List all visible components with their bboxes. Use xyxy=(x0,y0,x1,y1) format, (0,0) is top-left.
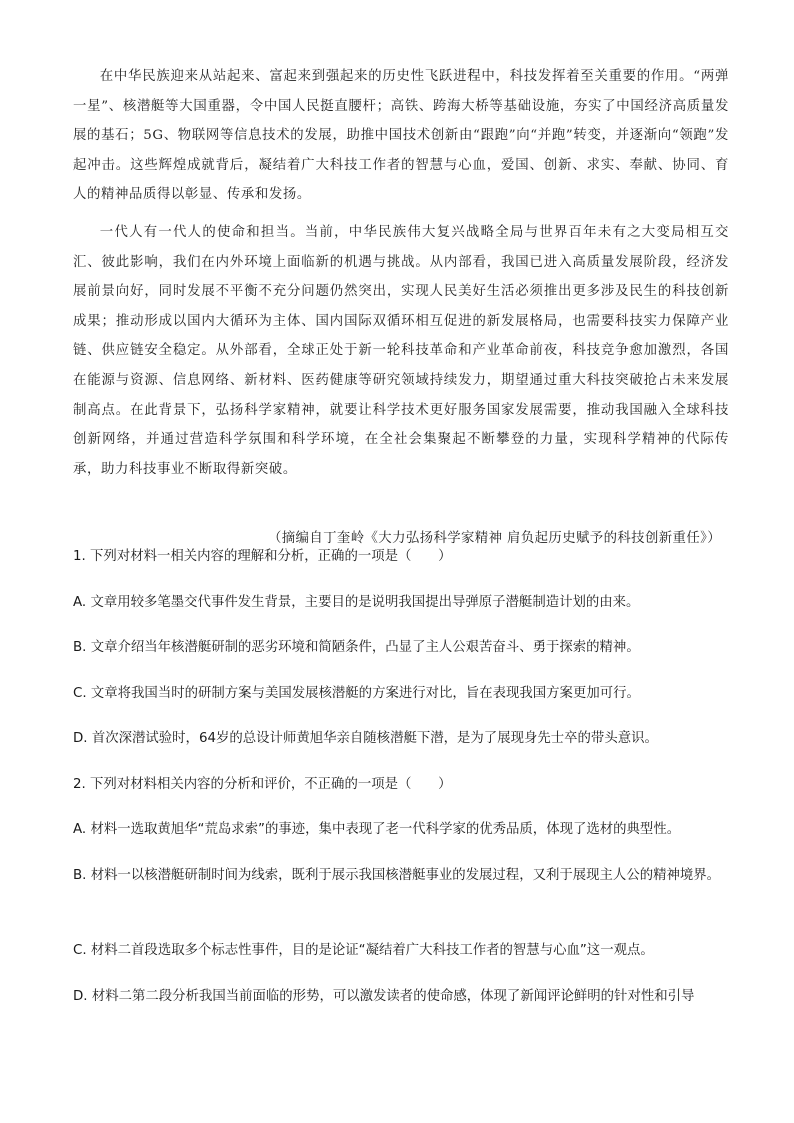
passage-source-citation: （摘编自丁奎岭《大力弘扬科学家精神 肩负起历史赋予的科技创新重任》） xyxy=(267,531,721,546)
passage-paragraph-2: 一代人有一代人的使命和担当。当前，中华民族伟大复兴战略全局与世界百年未有之大变局相互交汇、彼此影响，我们在内外环境上面临新的机遇与挑战。从内部看，我国已进入高质量发展阶段，经济发展前景向好，同时发展不平衡不充分问题仍然突出，实现人民美好生活必须推出更多涉及民生的科技创新成果；推动形成以国内大循环为主体、国内国际双循环相互促进的新发展格局，也需要科技实力保障产业链、供应链安全稳定。从外部看，全球正处于新一轮科技革命和产业革命前夜，科技竞争愈加激烈，各国在能源与资源、信息网络、新材料、医药健康等研究领域持续发力，期望通过重大科技突破抢占未来发展制高点。在此背景下，弘扬科学家精神，就要让科学技术更好服务国家发展需要，推动我国融入全球科技创新网络，并通过营造科学氛围和科学环境，在全社会集聚起不断攀登的力量，实现科学精神的代际传承，助力科技事业不断取得新突破。 xyxy=(73,224,729,477)
question-1-option-a: A. 文章用较多笔墨交代事件发生背景，主要目的是说明我国提出导弹原子潜艇制造计划的由来。 xyxy=(73,595,640,610)
reading-passage xyxy=(73,62,729,484)
question-1-option-b: B. 文章介绍当年核潜艇研制的恶劣环境和简陋条件，凸显了主人公艰苦奋斗、勇于探索的精神。 xyxy=(73,640,640,655)
question-2-option-d: D. 材料二第二段分析我国当前面临的形势，可以激发读者的使命感，体现了新闻评论鲜明的针对性和引导 xyxy=(73,989,695,1004)
question-2-stem: 2. 下列对材料相关内容的分析和评价，不正确的一项是（ ） xyxy=(73,777,452,792)
question-2-option-a: A. 材料一选取黄旭华“荒岛求索”的事迹，集中表现了老一代科学家的优秀品质，体现了选材的典型性。 xyxy=(73,822,681,837)
question-2-option-b: B. 材料一以核潜艇研制时间为线索，既利于展示我国核潜艇事业的发展过程，又利于展现主人公的精神境界。 xyxy=(73,868,721,883)
question-1-stem: 1. 下列对材料一相关内容的理解和分析，正确的一项是（ ） xyxy=(73,549,452,564)
question-2-option-c: C. 材料二首段选取多个标志性事件，目的是论证“凝结着广大科技工作者的智慧与心血”这一观点。 xyxy=(73,943,654,958)
question-1-option-c: C. 文章将我国当时的研制方案与美国发展核潜艇的方案进行对比，旨在表现我国方案更加可行。 xyxy=(73,686,640,701)
question-1-option-d: D. 首次深潜试验时，64岁的总设计师黄旭华亲自随核潜艇下潜，是为了展现身先士卒的带头意识。 xyxy=(73,731,658,746)
passage-paragraph-1: 在中华民族迎来从站起来、富起来到强起来的历史性飞跃进程中，科技发挥着至关重要的作用。“两弹一星”、核潜艇等大国重器，令中国人民挺直腰杆；高铁、跨海大桥等基础设施，夯实了中国经济高质量发展的基石；5G、物联网等信息技术的发展，助推中国技术创新由“跟跑”向“并跑”转变，并逐渐向“领跑”发起冲击。这些辉煌成就背后，凝结着广大科技工作者的智慧与心血，爱国、创新、求实、奉献、协同、育人的精神品质得以彰显、传承和发扬。 xyxy=(73,69,729,203)
